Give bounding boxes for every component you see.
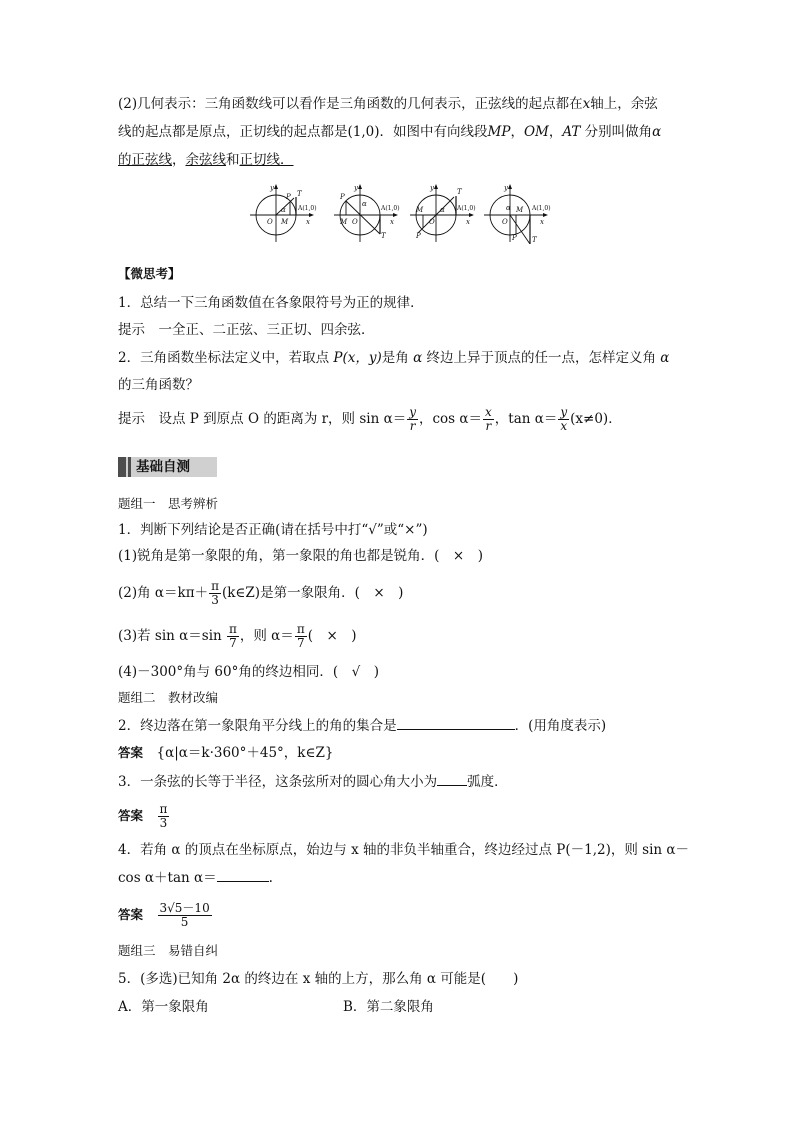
text: ．(用角度表示) [514,718,607,734]
text: (x≠0)． [570,411,622,427]
text: 线的起点都是原点，正切线的起点都是(1,0)．如图中有向线段 [118,124,488,140]
svg-text:P: P [416,232,421,240]
numerator: π [229,622,237,636]
var-alpha: α [660,350,670,366]
svg-text:O: O [429,218,435,226]
unit-circle-figure-q3 [404,182,482,244]
section-bar-marker [128,457,131,477]
numerator: π [211,579,219,593]
var-alpha: α [652,124,662,140]
text: (3)若 sin α＝sin [118,628,222,644]
fraction-y-over-x [558,406,569,433]
answer-blank [397,717,515,730]
svg-text:A(1,0): A(1,0) [532,205,551,212]
svg-text:y: y [430,184,434,192]
text: 2．三角函数坐标法定义中，若取点 [118,350,330,366]
q1-item4: (4)－300°角与 60°角的终边相同．( √ ) [118,664,379,680]
text: ( × ) [307,628,357,644]
svg-text:P: P [512,234,517,242]
fraction-x-over-r [483,406,494,433]
svg-text:x: x [466,218,470,226]
heading-micro-think: 【微思考】 [118,266,181,281]
var-p: P [333,350,343,366]
numerator: π [159,802,168,816]
svg-text:x: x [306,218,310,226]
text: 轴上，余弦 [590,96,658,112]
numerator: π [296,622,305,636]
denominator: 7 [229,636,237,650]
segment-om: OM [523,124,549,140]
var-alpha: α [413,350,423,366]
svg-text:O: O [267,218,273,226]
numerator: x [485,405,492,419]
q1-stem: 1．判断下列结论是否正确(请在括号中打“√”或“×”) [118,522,428,538]
q1-item2 [118,578,403,608]
text: 分别叫做角 [584,124,653,140]
denominator: 7 [296,636,305,650]
denominator: r [485,419,492,433]
q3-answer [118,798,170,834]
svg-text:x: x [390,218,394,226]
svg-text:A(1,0): A(1,0) [381,205,400,212]
q4-answer [118,895,213,935]
q1-item1: (1)锐角是第一象限的角，第一象限的角也都是锐角．( × ) [118,548,483,564]
fraction-pi-over-7 [295,623,307,650]
unit-circle-figure-q1 [246,182,324,244]
text: (k∈Z)是第一象限角．( × ) [221,585,404,601]
think-a2 [118,404,622,434]
numerator: y [560,405,568,419]
svg-text:α: α [362,200,367,208]
fraction-y-over-r [407,406,418,433]
svg-text:y: y [354,184,358,192]
text: cos α＋tan α＝ [118,870,217,886]
underlined-tangent-line: 正切线． [239,152,294,168]
think-a1 [118,321,375,339]
text: . [268,870,273,886]
answer-blank [217,869,269,882]
section-title: 基础自测 [136,459,190,475]
svg-text:M: M [281,218,289,226]
denominator: r [409,419,416,433]
underlined-sine-line: 的正弦线 [118,152,172,168]
svg-text:y: y [504,184,508,192]
para-geometric-line3: 的正弦线，余弦线和正切线． [118,152,294,168]
para-geometric-line1 [118,95,658,113]
segment-at: AT [562,124,581,140]
svg-text:M: M [516,206,524,214]
svg-text:T: T [457,188,462,196]
svg-text:y: y [270,184,274,192]
svg-text:O: O [352,218,358,226]
svg-text:x: x [540,218,544,226]
segment-mp: MP [487,124,511,140]
answer-label: 答案 [118,808,144,823]
svg-text:T: T [297,190,302,198]
answer-blank [437,773,467,786]
q5-option-b: B．第二象限角 [343,999,434,1015]
think-q1: 1．总结一下三角函数值在各象限符号为正的规律． [118,295,424,311]
fraction-pi-over-3 [209,580,221,607]
text: 和 [226,152,240,168]
group2-title: 题组二 教材改编 [118,690,219,705]
trig-line-figures [240,182,560,244]
unit-circle-figure-q4 [482,182,560,244]
svg-text:P: P [286,193,291,201]
svg-text:M: M [340,218,348,226]
q2-answer [118,744,333,762]
underlined-cosine-line: 余弦线 [185,152,226,168]
q5-option-a: A．第一象限角 [118,999,209,1015]
text: 2．终边落在第一象限角平分线上的角的集合是 [118,718,397,734]
text: (2)几何表示：三角函数线可以看作是三角函数的几何表示，正弦线的起点都在 [118,96,583,112]
denominator: 5 [180,915,189,929]
q3-stem [118,773,508,791]
svg-text:α: α [440,206,445,214]
hint-text: 一全正、二正弦、三正切、四余弦． [158,322,375,338]
answer-text: {α|α＝k·360°＋45°，k∈Z} [156,745,334,761]
answer-label: 答案 [118,907,144,922]
group1-title: 题组一 思考辨析 [118,496,219,511]
group3-title: 题组三 易错自纠 [118,943,219,958]
text: (2)角 α＝kπ＋ [118,585,209,601]
fraction-answer-q4 [158,902,212,929]
point-coords: (x，y) [342,350,382,366]
q4-line2 [118,869,273,887]
fraction-pi-over-7 [227,623,239,650]
svg-text:α: α [281,206,286,214]
think-q2-line1 [118,349,669,367]
text: 是角 [381,350,409,366]
unit-circle-figure-q2 [326,182,404,244]
text: 弧度． [467,774,508,790]
svg-text:T: T [381,232,386,240]
svg-text:O: O [502,218,508,226]
svg-text:A(1,0): A(1,0) [298,205,317,212]
q1-item3 [118,621,357,651]
numerator: 3√5－10 [159,901,210,915]
denominator: 3 [211,593,219,607]
svg-text:P: P [340,193,345,201]
think-q2-line2: 的三角函数？ [118,377,199,393]
var-x: x [582,96,591,112]
text: ，则 α＝ [239,628,294,644]
text: ，cos α＝ [418,411,483,427]
svg-text:T: T [532,236,537,244]
text: 设点 P 到原点 O 的距离为 r，则 sin α＝ [158,411,407,427]
svg-text:A(1,0): A(1,0) [457,205,476,212]
fraction-pi-over-3 [158,803,170,830]
denominator: 3 [159,816,168,830]
q5-stem: 5．(多选)已知角 2α 的终边在 x 轴的上方，那么角 α 可能是( ) [118,971,519,987]
hint-label: 提示 [118,411,145,427]
text: 终边上异于顶点的任一点，怎样定义角 [426,350,656,366]
denominator: x [560,419,568,433]
section-bar-marker [118,457,126,477]
hint-label: 提示 [118,322,145,338]
svg-text:M: M [416,206,424,214]
q2-stem [118,717,606,735]
q4-line1: 4．若角 α 的顶点在坐标原点，始边与 x 轴的非负半轴重合，终边经过点 P(－1,2)，则 sin α－ [118,842,690,858]
numerator: y [409,405,416,419]
svg-text:α: α [506,204,511,212]
answer-label: 答案 [118,745,144,760]
text: 3．一条弦的长等于半径，这条弦所对的圆心角大小为 [118,774,438,790]
para-geometric-line2: 线的起点都是原点，正切线的起点都是(1,0)．如图中有向线段MP，OM，AT 分别叫做角α [118,124,662,140]
text: ，tan α＝ [494,411,558,427]
section-header-basic-self-test [118,457,217,477]
